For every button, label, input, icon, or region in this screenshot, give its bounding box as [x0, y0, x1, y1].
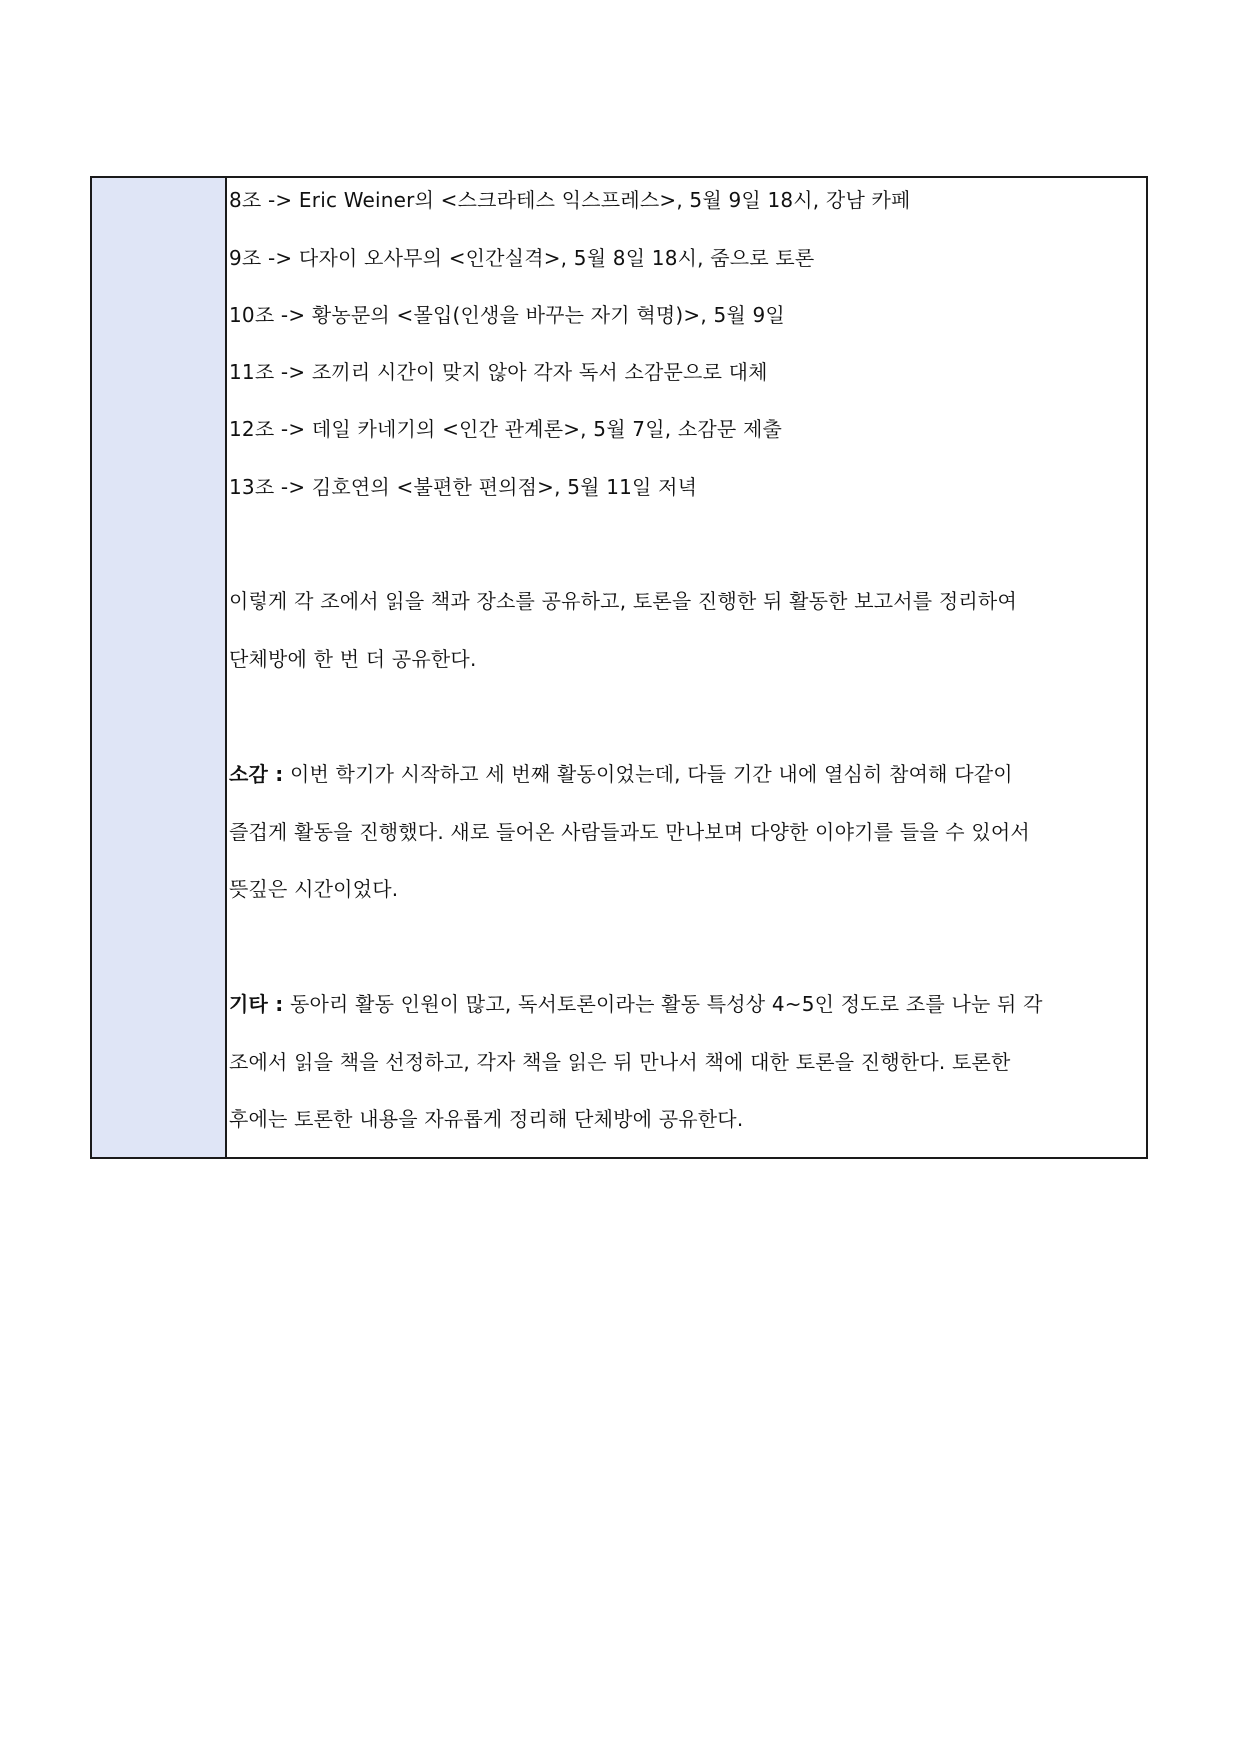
impression-label: 소감 :: [229, 762, 284, 786]
etc-text-1: 동아리 활동 인원이 많고, 독서토론이라는 활동 특성상 4~5인 정도로 조를 나눈 뒤 각: [283, 992, 1043, 1016]
group-line-10: 10조 -> 황농문의 <몰입(인생을 바꾸는 자기 혁명)>, 5월 9일: [229, 303, 785, 327]
impression-text-1: 이번 학기가 시작하고 세 번째 활동이었는데, 다들 기간 내에 열심히 참여해 다같이: [283, 762, 1013, 786]
group-line-12: 12조 -> 데일 카네기의 <인간 관계론>, 5월 7일, 소감문 제출: [229, 417, 782, 441]
group-line-9: 9조 -> 다자이 오사무의 <인간실격>, 5월 8일 18시, 줌으로 토론: [229, 246, 815, 270]
group-line-11: 11조 -> 조끼리 시간이 맞지 않아 각자 독서 소감문으로 대체: [229, 360, 768, 384]
etc-line-2: 조에서 읽을 책을 선정하고, 각자 책을 읽은 뒤 만나서 책에 대한 토론을 진행한다. 토론한: [229, 1050, 1011, 1074]
impression-line-1: [229, 762, 1013, 786]
summary-line-2: 단체방에 한 번 더 공유한다.: [229, 647, 477, 671]
etc-line-3: 후에는 토론한 내용을 자유롭게 정리해 단체방에 공유한다.: [229, 1107, 744, 1131]
table-label-cell: [92, 178, 227, 1157]
impression-line-2: 즐겁게 활동을 진행했다. 새로 들어온 사람들과도 만나보며 다양한 이야기를 들을 수 있어서: [229, 820, 1030, 844]
group-line-8: 8조 -> Eric Weiner의 <스크라테스 익스프레스>, 5월 9일 18시, 강남 카페: [229, 188, 911, 212]
summary-line-1: 이렇게 각 조에서 읽을 책과 장소를 공유하고, 토론을 진행한 뒤 활동한 보고서를 정리하여: [229, 589, 1017, 613]
etc-label: 기타 :: [229, 992, 284, 1016]
etc-line-1: [229, 992, 1043, 1016]
impression-line-3: 뜻깊은 시간이었다.: [229, 877, 399, 901]
group-line-13: 13조 -> 김호연의 <불편한 편의점>, 5월 11일 저녁: [229, 475, 698, 499]
